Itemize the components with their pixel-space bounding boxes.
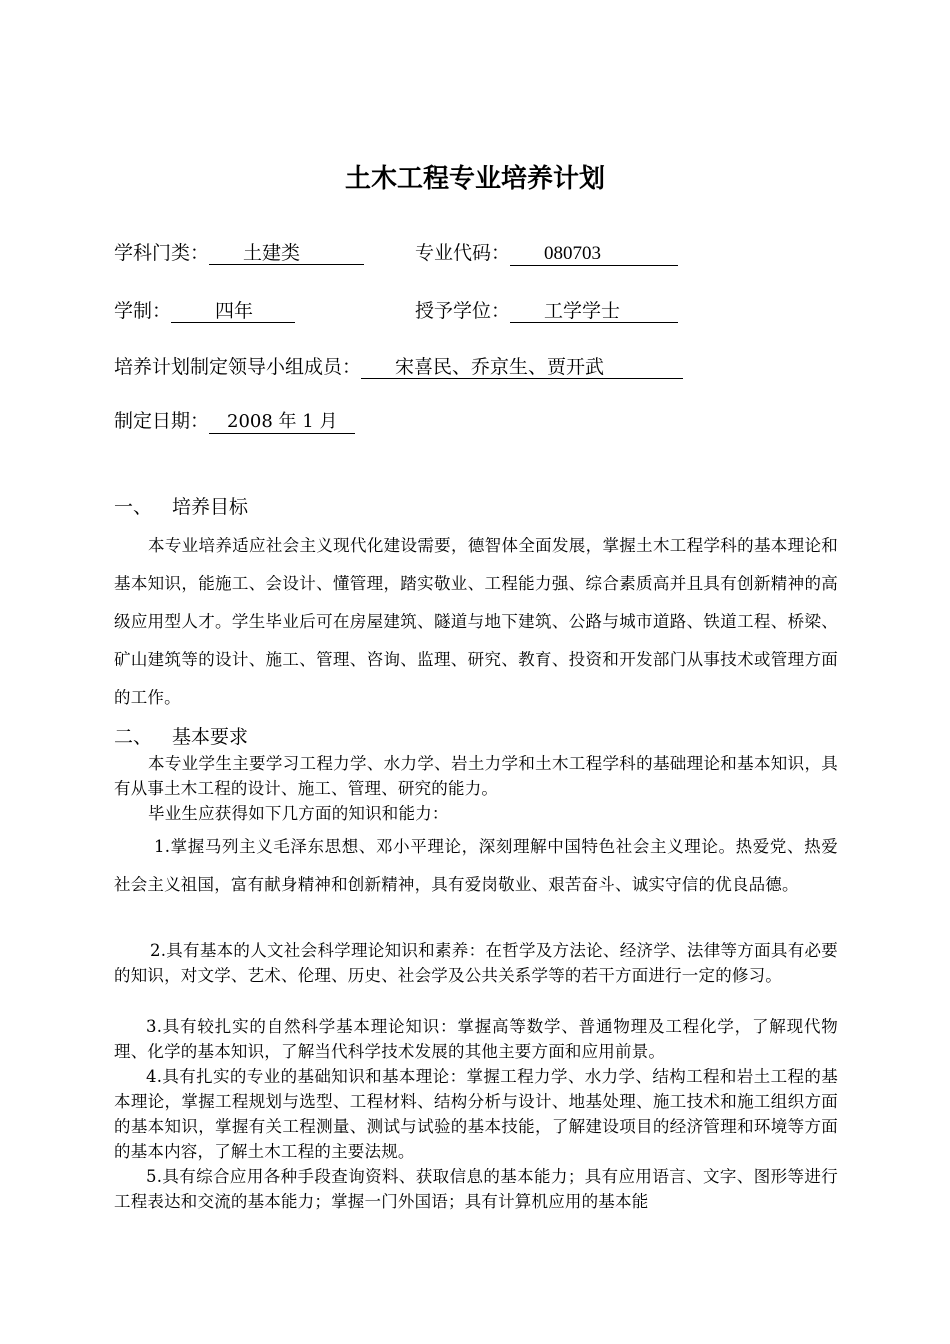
duration-field [114, 296, 295, 323]
date-field [114, 406, 355, 434]
major-code-field [415, 238, 678, 266]
degree-value: 工学学士 [510, 300, 678, 323]
duration-label: 学制： [114, 300, 172, 322]
committee-value: 宋喜民、乔京生、贾开武 [361, 356, 683, 379]
paragraph: 毕业生应获得如下几方面的知识和能力： [148, 804, 449, 823]
major-code-value: 080703 [510, 243, 678, 266]
committee-field [114, 352, 683, 379]
date-value: 2008 年 1 月 [209, 411, 355, 434]
section-heading [114, 722, 248, 749]
discipline-label: 学科门类： [114, 242, 210, 264]
degree-label: 授予学位： [415, 300, 511, 322]
list-item: 1.掌握马列主义毛泽东思想、邓小平理论，深刻理解中国特色社会主义理论。热爱党、热爱社会主义祖国，富有献身精神和创新精神，具有爱岗敬业、艰苦奋斗、诚实守信的优良品德。 [114, 837, 838, 894]
list-item: 5.具有综合应用各种手段查询资料、获取信息的基本能力；具有应用语言、文字、图形等进行工程表达和交流的基本能力；掌握一门外国语；具有计算机应用的基本能 [114, 1167, 838, 1211]
date-label: 制定日期： [114, 410, 210, 432]
committee-label: 培养计划制定领导小组成员： [114, 356, 362, 378]
list-item: 2.具有基本的人文社会科学理论知识和素养：在哲学及方法论、经济学、法律等方面具有必要的知识，对文学、艺术、伦理、历史、社会学及公共关系学等的若干方面进行一定的修习。 [114, 941, 838, 985]
duration-value: 四年 [171, 300, 295, 323]
paragraph: 本专业培养适应社会主义现代化建设需要，德智体全面发展，掌握土木工程学科的基本理论和基本知识，能施工、会设计、懂管理，踏实敬业、工程能力强、综合素质高并且具有创新精神的高级应用型人才。学生毕业后可在房屋建筑、隧道与地下建筑、公路与城市道路、铁道工程、桥梁、矿山建筑等的设计、施工、管理、咨询、监理、研究、教育、投资和开发部门从事技术或管理方面的工作。 [114, 536, 838, 707]
discipline-value: 土建类 [209, 242, 364, 265]
list-item: 4.具有扎实的专业的基础知识和基本理论：掌握工程力学、水力学、结构工程和岩土工程的基本理论，掌握工程规划与选型、工程材料、结构分析与设计、地基处理、施工技术和施工组织方面的基本知识，掌握有关工程测量、测试与试验的基本技能，了解建设项目的经济管理和环境等方面的基本内容，了解土木工程的主要法规。 [114, 1067, 838, 1161]
degree-field [415, 296, 678, 323]
section-number: 二、 [114, 726, 153, 748]
paragraph: 本专业学生主要学习工程力学、水力学、岩土力学和土木工程学科的基础理论和基本知识，具有从事土木工程的设计、施工、管理、研究的能力。 [114, 754, 838, 798]
list-item: 3.具有较扎实的自然科学基本理论知识：掌握高等数学、普通物理及工程化学，了解现代物理、化学的基本知识，了解当代科学技术发展的其他主要方面和应用前景。 [114, 1017, 838, 1061]
section-heading [114, 492, 248, 519]
document-title: 土木工程专业培养计划 [344, 164, 605, 194]
section-title: 基本要求 [172, 726, 249, 748]
discipline-field [114, 238, 364, 265]
section-number: 一、 [114, 496, 153, 518]
section-title: 培养目标 [172, 496, 249, 518]
major-code-label: 专业代码： [415, 242, 511, 264]
